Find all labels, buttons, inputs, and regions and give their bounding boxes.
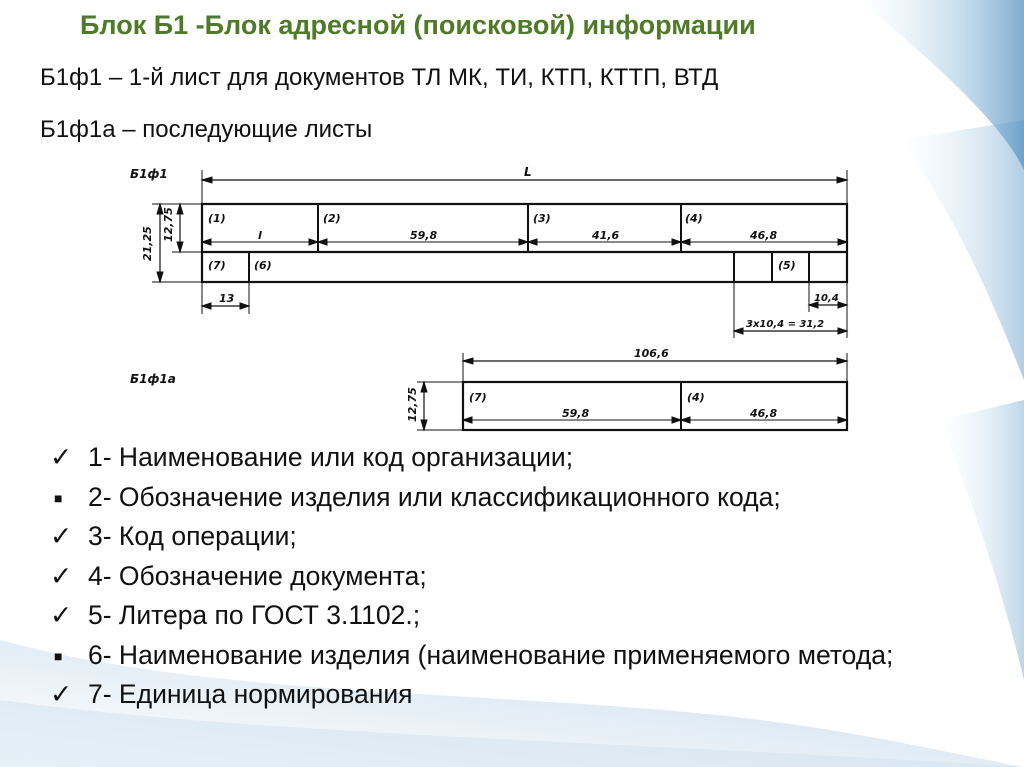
check-icon: ✓ xyxy=(50,521,73,551)
list-item xyxy=(50,557,1000,597)
field-7-label: (7) xyxy=(208,259,226,272)
list-item-text: 7- Единица нормирования xyxy=(88,679,413,709)
field-3-label: (3) xyxy=(533,212,551,225)
check-icon: ✓ xyxy=(50,600,73,630)
field-2-label: (2) xyxy=(323,212,341,225)
form1a-description: Б1ф1а – последующие листы xyxy=(40,116,373,143)
list-item-text: 3- Код операции; xyxy=(88,521,297,551)
square-bullet-icon: ■ xyxy=(54,647,63,664)
list-item xyxy=(50,596,1000,636)
form1-label: Б1ф1 xyxy=(130,167,168,181)
list-item-text: 2- Обозначение изделия или классификационного кода; xyxy=(88,481,781,512)
dim-104-label: 10,4 xyxy=(814,293,839,304)
check-icon: ✓ xyxy=(50,442,73,472)
list-item-text: 6- Наименование изделия (наименование применяемого метода; xyxy=(88,639,894,670)
list-item xyxy=(50,636,1000,676)
form1a-field-7-label: (7) xyxy=(469,391,487,404)
form1a-dim-left-label: 59,8 xyxy=(562,407,590,420)
dim-field1-label: l xyxy=(258,229,262,242)
form1a-frame xyxy=(463,382,847,430)
field-6-label: (6) xyxy=(254,259,272,272)
form1a-label: Б1ф1а xyxy=(130,372,176,386)
form1-description: Б1ф1 – 1-й лист для документов ТЛ МК, ТИ, КТП, КТТП, ВТД xyxy=(40,64,719,91)
form1a-field-4-label: (4) xyxy=(687,391,705,404)
square-bullet-icon: ■ xyxy=(54,489,63,506)
dim-l-label: L xyxy=(524,165,532,179)
check-icon: ✓ xyxy=(50,560,73,591)
legend-list xyxy=(50,438,1000,715)
page-title: Блок Б1 -Блок адресной (поисковой) информации xyxy=(80,10,756,40)
list-item xyxy=(50,675,1000,715)
list-item xyxy=(50,478,1000,518)
field-5-label: (5) xyxy=(778,259,796,272)
dim-height-row-label: 12,75 xyxy=(162,207,175,242)
field-4-label: (4) xyxy=(685,212,703,225)
form1a-dim-height-label: 12,75 xyxy=(406,387,419,422)
list-item-text: 4- Обозначение документа; xyxy=(88,560,427,591)
list-item-text: 1- Наименование или код организации; xyxy=(88,442,574,472)
check-icon: ✓ xyxy=(50,679,73,709)
list-item xyxy=(50,438,1000,478)
dim-1066-label: 106,6 xyxy=(634,347,669,360)
dim-field2-label: 59,8 xyxy=(410,229,438,242)
dim-field4-label: 46,8 xyxy=(750,229,778,242)
dim-13-label: 13 xyxy=(219,292,235,305)
list-item xyxy=(50,517,1000,557)
dim-3x104-label: 3x10,4 = 31,2 xyxy=(746,319,825,330)
dim-field3-label: 41,6 xyxy=(592,229,620,242)
block-b1-drawing xyxy=(122,156,902,436)
form1a-dim-right-label: 46,8 xyxy=(750,407,778,420)
field-1-label: (1) xyxy=(208,212,226,225)
list-item-text: 5- Литера по ГОСТ 3.1102.; xyxy=(88,600,421,630)
dim-height-total-label: 21,25 xyxy=(141,226,154,261)
